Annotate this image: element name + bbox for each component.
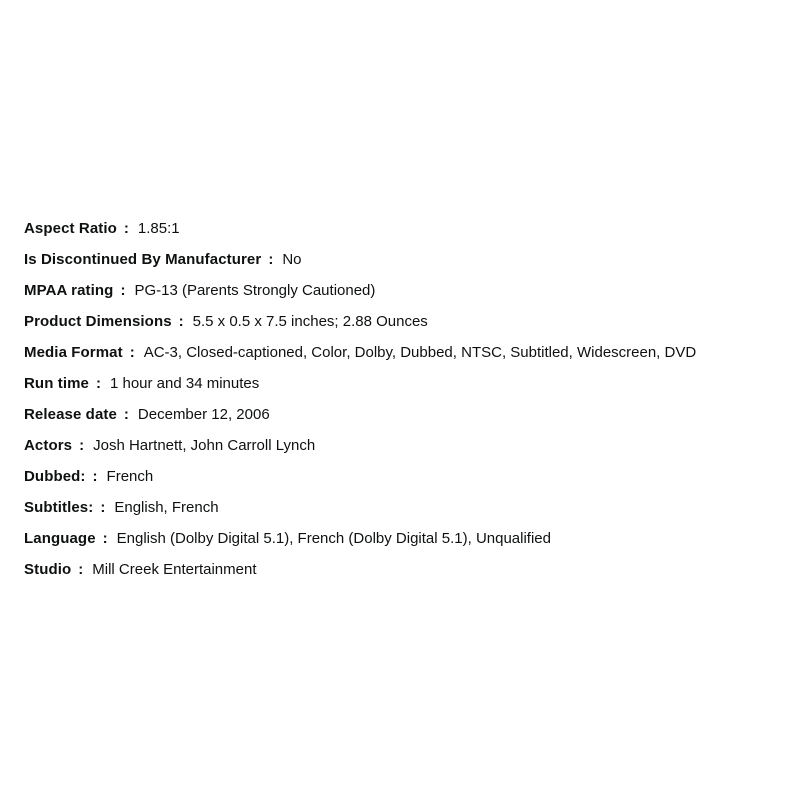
detail-separator: :: [123, 220, 129, 237]
detail-label: Release date: [24, 406, 117, 423]
detail-row: [24, 368, 790, 399]
product-details-list: [24, 213, 790, 585]
detail-separator: :: [123, 406, 129, 423]
detail-value: Josh Hartnett, John Carroll Lynch: [93, 437, 316, 454]
detail-separator: :: [92, 468, 98, 485]
detail-separator: :: [120, 282, 126, 299]
detail-value: December 12, 2006: [137, 406, 270, 423]
detail-separator: :: [79, 437, 85, 454]
detail-label: Run time: [24, 375, 89, 392]
detail-label: Aspect Ratio: [24, 220, 117, 237]
detail-row: [24, 306, 790, 337]
detail-separator: :: [178, 313, 184, 330]
detail-separator: :: [95, 375, 101, 392]
detail-value: No: [282, 251, 302, 268]
detail-separator: :: [78, 561, 84, 578]
detail-label: Studio: [24, 561, 72, 578]
detail-label: Dubbed:: [24, 468, 86, 485]
detail-separator: :: [129, 344, 135, 361]
detail-value: English (Dolby Digital 5.1), French (Dolby Digital 5.1), Unqualified: [116, 530, 551, 547]
detail-row: [24, 461, 790, 492]
detail-row: [24, 430, 790, 461]
detail-value: PG-13 (Parents Strongly Cautioned): [134, 282, 376, 299]
detail-label: MPAA rating: [24, 282, 114, 299]
detail-row: [24, 337, 790, 368]
detail-row: [24, 213, 790, 244]
detail-label: Language: [24, 530, 96, 547]
detail-label: Is Discontinued By Manufacturer: [24, 251, 262, 268]
detail-value: 1 hour and 34 minutes: [109, 375, 260, 392]
detail-value: Mill Creek Entertainment: [92, 561, 257, 578]
detail-label: Media Format: [24, 344, 123, 361]
detail-separator: :: [100, 499, 106, 516]
detail-row: [24, 275, 790, 306]
detail-row: [24, 492, 790, 523]
detail-separator: :: [102, 530, 108, 547]
detail-value: 1.85:1: [137, 220, 180, 237]
detail-row: [24, 399, 790, 430]
detail-value: AC-3, Closed-captioned, Color, Dolby, Dubbed, NTSC, Subtitled, Widescreen, DVD: [143, 344, 697, 361]
detail-label: Product Dimensions: [24, 313, 172, 330]
detail-value: French: [106, 468, 154, 485]
detail-row: [24, 523, 790, 554]
detail-value: English, French: [114, 499, 219, 516]
detail-label: Subtitles:: [24, 499, 94, 516]
detail-label: Actors: [24, 437, 73, 454]
detail-row: [24, 244, 790, 275]
detail-value: 5.5 x 0.5 x 7.5 inches; 2.88 Ounces: [192, 313, 428, 330]
detail-row: [24, 554, 790, 585]
detail-separator: :: [268, 251, 274, 268]
